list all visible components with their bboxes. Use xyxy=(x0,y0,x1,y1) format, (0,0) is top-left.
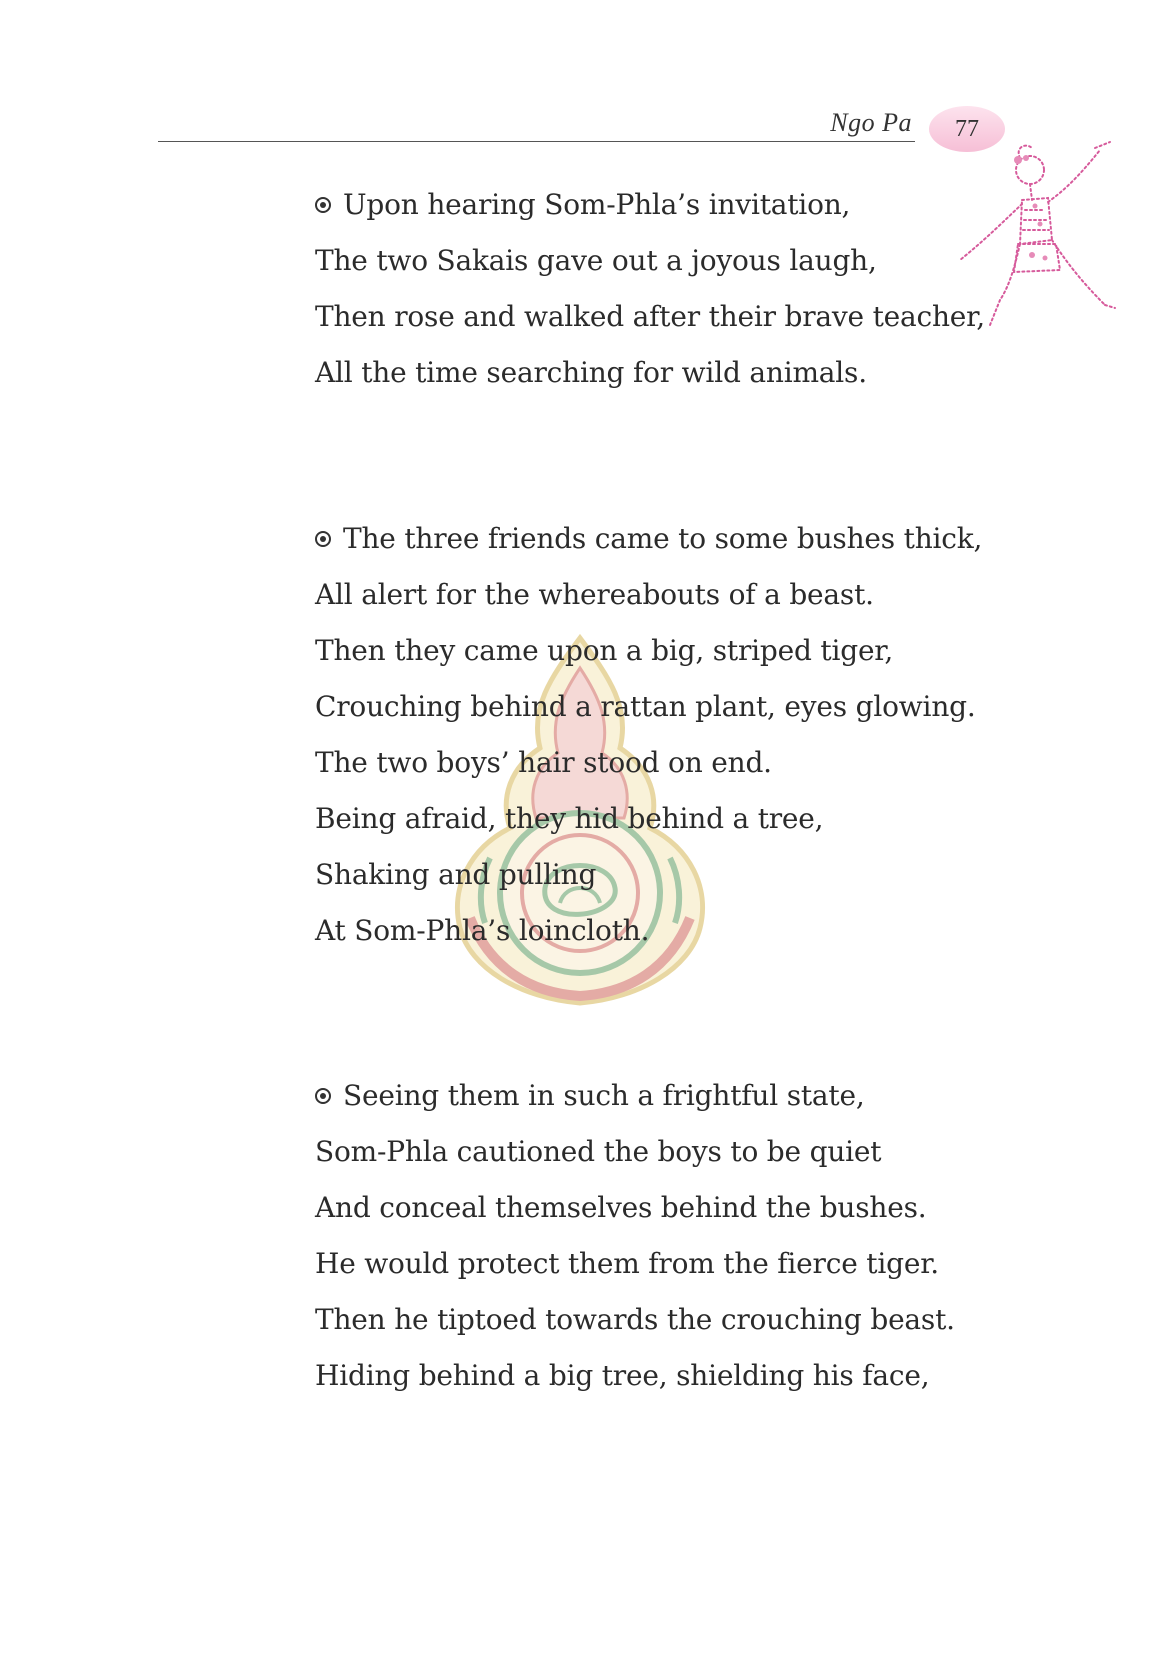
page-number: 77 xyxy=(955,115,979,142)
header-rule xyxy=(158,141,915,142)
stanza-2 xyxy=(315,511,982,959)
verse-line: All alert for the whereabouts of a beast. xyxy=(315,578,874,611)
circled-dot-icon xyxy=(315,1088,331,1104)
verse-line xyxy=(315,177,985,233)
verse-line: At Som-Phla’s loincloth. xyxy=(315,914,650,947)
stanza-1 xyxy=(315,177,985,401)
verse-line xyxy=(315,511,982,567)
running-title: Ngo Pa xyxy=(830,108,912,137)
stanza-3 xyxy=(315,1068,955,1404)
verse-line: Then rose and walked after their brave teacher, xyxy=(315,300,985,333)
verse-line: The two boys’ hair stood on end. xyxy=(315,746,772,779)
verse-line: Being afraid, they hid behind a tree, xyxy=(315,802,824,835)
verse-line: All the time searching for wild animals. xyxy=(315,356,867,389)
verse-line: Crouching behind a rattan plant, eyes glowing. xyxy=(315,690,976,723)
verse-line: And conceal themselves behind the bushes. xyxy=(315,1191,927,1224)
verse-line: Then he tiptoed towards the crouching beast. xyxy=(315,1303,955,1336)
verse-line-text: Upon hearing Som-Phla’s invitation, xyxy=(343,188,851,221)
verse-line: Shaking and pulling xyxy=(315,858,597,891)
verse-line-text: The three friends came to some bushes thick, xyxy=(343,522,983,555)
verse-line: The two Sakais gave out a joyous laugh, xyxy=(315,244,877,277)
verse-line: Som-Phla cautioned the boys to be quiet xyxy=(315,1135,882,1168)
verse-line: Then they came upon a big, striped tiger, xyxy=(315,634,894,667)
circled-dot-icon xyxy=(315,531,331,547)
verse-line xyxy=(315,1068,955,1124)
verse-line: He would protect them from the fierce tiger. xyxy=(315,1247,940,1280)
verse-line-text: Seeing them in such a frightful state, xyxy=(343,1079,865,1112)
circled-dot-icon xyxy=(315,197,331,213)
verse-line: Hiding behind a big tree, shielding his face, xyxy=(315,1359,930,1392)
